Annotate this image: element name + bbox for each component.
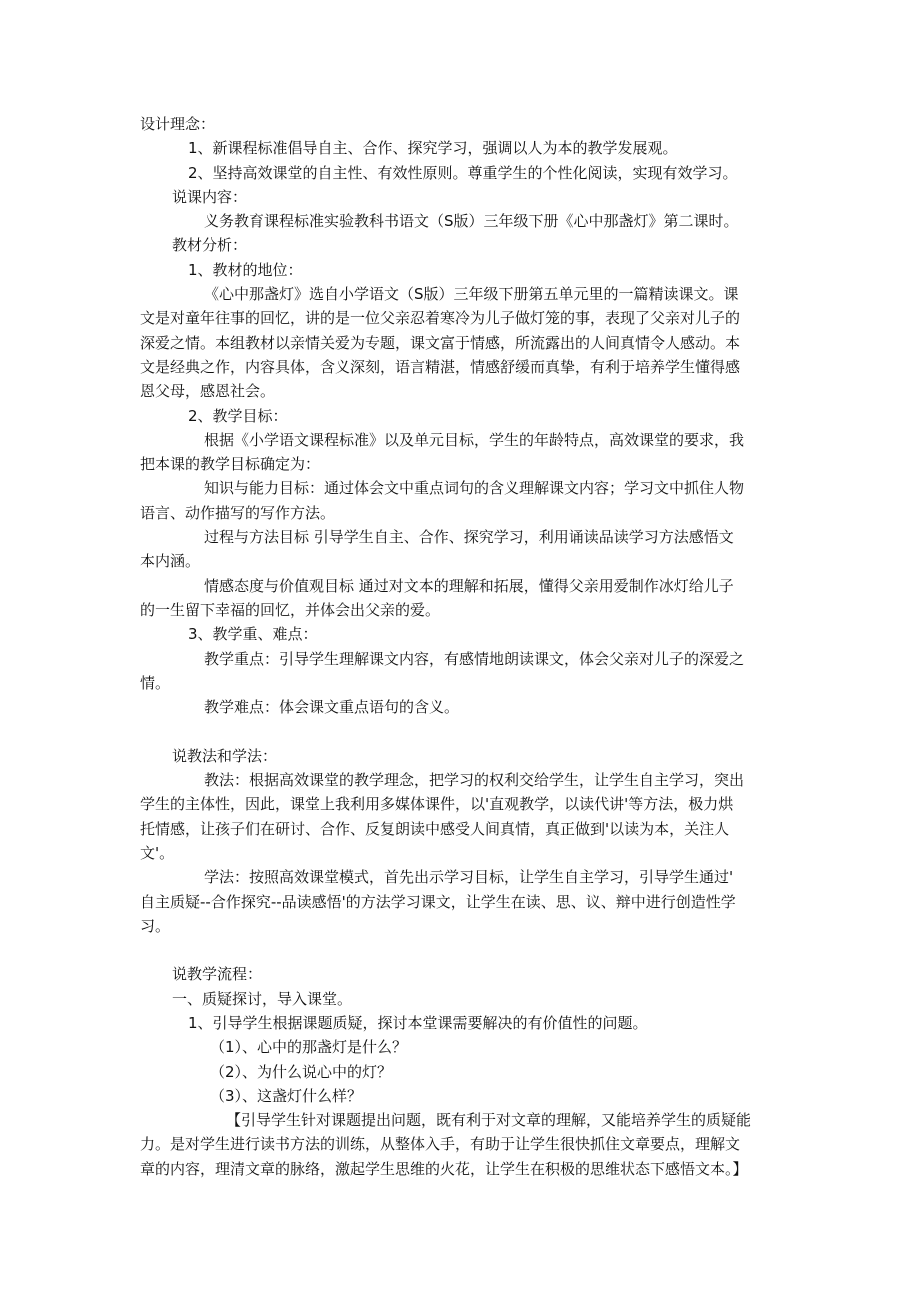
paragraph-line: 托情感，让孩子们在研讨、合作、反复朗读中感受人间真情，真正做到'以读为本，关注人 xyxy=(140,819,730,838)
paragraph-line: 教学难点：体会课文重点语句的含义。 xyxy=(204,698,460,717)
paragraph-line: 过程与方法目标 引导学生自主、合作、探究学习，利用诵读品读学习方法感悟文 xyxy=(204,528,734,547)
heading-design-concept: 设计理念： xyxy=(140,115,216,133)
paragraph-line: 文'。 xyxy=(140,843,175,862)
paragraph-line: 文是对童年往事的回忆，讲的是一位父亲忍着寒冷为儿子做灯笼的事，表现了父亲对儿子的 xyxy=(140,309,741,328)
paragraph-line: 情感态度与价值观目标 通过对文本的理解和拓展，懂得父亲用爱制作冰灯给儿子 xyxy=(204,576,734,595)
paragraph-line: 文是经典之作，内容具体，含义深刻，语言精湛，情感舒缓而真挚，有利于培养学生懂得感 xyxy=(140,357,741,376)
step-1: 1、引导学生根据课题质疑，探讨本堂课需要解决的有价值性的问题。 xyxy=(188,1013,648,1032)
paragraph-line: 把本课的教学目标确定为： xyxy=(140,455,321,474)
paragraph-line: 恩父母，感恩社会。 xyxy=(140,382,276,401)
question-2: （2）、为什么说心中的灯？ xyxy=(210,1062,393,1081)
document-page xyxy=(140,112,792,1181)
paragraph-line: 自主质疑--合作探究--品读感悟'的方法学习课文，让学生在读、思、议、辩中进行创造性学 xyxy=(140,892,736,911)
section-1-title: 一、质疑探讨，导入课堂。 xyxy=(172,989,353,1008)
paragraph-line: 章的内容，理清文章的脉络，激起学生思维的火花，让学生在积极的思维状态下感悟文本。】 xyxy=(140,1159,748,1178)
concept-item-2: 2、坚持高效课堂的自主性、有效性原则。尊重学生的个性化阅读，实现有效学习。 xyxy=(188,163,738,182)
paragraph-line: 教法：根据高效课堂的教学理念，把学习的权利交给学生，让学生自主学习，突出 xyxy=(204,771,745,790)
paragraph-line: 情。 xyxy=(140,673,171,692)
paragraph-line: 本内涵。 xyxy=(140,552,201,571)
subheading-material-status: 1、教材的地位： xyxy=(188,260,303,279)
blank-line xyxy=(140,938,792,962)
paragraph-line: 力。是对学生进行读书方法的训练，从整体入手，有助于让学生很快抓住文章要点，理解文 xyxy=(140,1135,741,1154)
subheading-key-points: 3、教学重、难点： xyxy=(188,625,318,644)
question-1: （1）、心中的那盏灯是什么？ xyxy=(210,1038,408,1057)
heading-methods: 说教法和学法： xyxy=(172,746,278,765)
paragraph-line: 的一生留下幸福的回忆，并体会出父亲的爱。 xyxy=(140,600,441,619)
paragraph-line: 知识与能力目标：通过体会文中重点词句的含义理解课文内容；学习文中抓住人物 xyxy=(204,479,745,498)
paragraph-line: 学法：按照高效课堂模式，首先出示学习目标，让学生自主学习，引导学生通过' xyxy=(204,868,734,887)
lesson-content-text: 义务教育课程标准实验教科书语文（S版）三年级下册《心中那盏灯》第二课时。 xyxy=(204,212,739,231)
subheading-teaching-goals: 2、教学目标： xyxy=(188,406,288,425)
heading-lesson-content: 说课内容： xyxy=(172,187,248,206)
paragraph-line: 教学重点：引导学生理解课文内容，有感情地朗读课文，体会父亲对儿子的深爱之 xyxy=(204,649,745,668)
heading-material-analysis: 教材分析： xyxy=(172,236,248,255)
paragraph-line: 根据《小学语文课程标准》以及单元目标，学生的年龄特点，高效课堂的要求，我 xyxy=(204,430,745,449)
paragraph-line: 《心中那盏灯》选自小学语文（S版）三年级下册第五单元里的一篇精读课文。课 xyxy=(204,285,739,304)
paragraph-line: 学生的主体性，因此，课堂上我利用多媒体课件，以'直观教学，以读代讲'等方法，极力烘 xyxy=(140,795,734,814)
blank-line xyxy=(140,719,792,743)
heading-teaching-process: 说教学流程： xyxy=(172,965,263,984)
paragraph-line: 【引导学生针对课题提出问题，既有利于对文章的理解，又能培养学生的质疑能 xyxy=(226,1111,752,1130)
paragraph-line: 语言、动作描写的写作方法。 xyxy=(140,503,336,522)
concept-item-1: 1、新课程标准倡导自主、合作、探究学习，强调以人为本的教学发展观。 xyxy=(188,139,678,158)
paragraph-line: 深爱之情。本组教材以亲情关爱为专题，课文富于情感，所流露出的人间真情令人感动。本 xyxy=(140,333,741,352)
question-3: （3）、这盏灯什么样？ xyxy=(210,1086,363,1105)
paragraph-line: 习。 xyxy=(140,916,171,935)
